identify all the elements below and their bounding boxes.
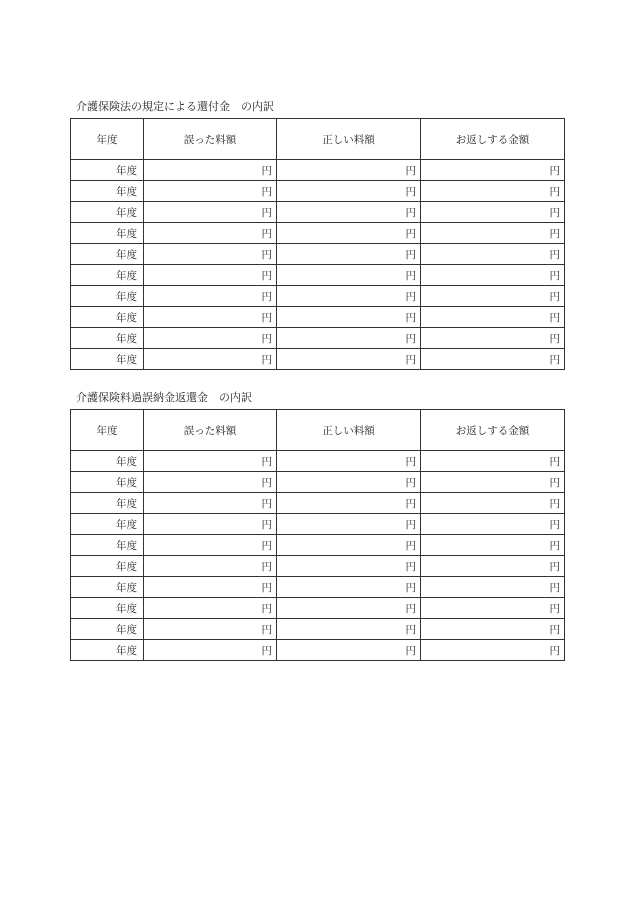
cell-correct-amount[interactable]: 円 — [277, 619, 421, 640]
cell-correct-amount[interactable]: 円 — [277, 451, 421, 472]
cell-return-amount[interactable]: 円 — [421, 535, 565, 556]
cell-year[interactable]: 年度 — [71, 556, 144, 577]
header-wrong-amount: 誤った料額 — [144, 410, 277, 451]
cell-return-amount[interactable]: 円 — [421, 307, 565, 328]
cell-correct-amount[interactable]: 円 — [277, 349, 421, 370]
header-wrong-amount: 誤った料額 — [144, 119, 277, 160]
table-row — [71, 160, 565, 181]
cell-return-amount[interactable]: 円 — [421, 181, 565, 202]
cell-correct-amount[interactable]: 円 — [277, 286, 421, 307]
cell-correct-amount[interactable]: 円 — [277, 307, 421, 328]
cell-correct-amount[interactable]: 円 — [277, 223, 421, 244]
table-row — [71, 223, 565, 244]
table-row — [71, 619, 565, 640]
refund-breakdown-table — [70, 118, 565, 370]
cell-return-amount[interactable]: 円 — [421, 619, 565, 640]
table-row — [71, 286, 565, 307]
cell-year[interactable]: 年度 — [71, 160, 144, 181]
table-row — [71, 181, 565, 202]
header-year: 年度 — [71, 410, 144, 451]
cell-year[interactable]: 年度 — [71, 223, 144, 244]
table-row — [71, 514, 565, 535]
cell-correct-amount[interactable]: 円 — [277, 535, 421, 556]
refund-breakdown-section — [70, 100, 564, 370]
cell-year[interactable]: 年度 — [71, 472, 144, 493]
header-year: 年度 — [71, 119, 144, 160]
header-correct-amount: 正しい料額 — [277, 119, 421, 160]
table-row — [71, 472, 565, 493]
cell-correct-amount[interactable]: 円 — [277, 181, 421, 202]
header-return-amount: お返しする金額 — [421, 119, 565, 160]
cell-return-amount[interactable]: 円 — [421, 514, 565, 535]
cell-wrong-amount[interactable]: 円 — [144, 640, 277, 661]
cell-wrong-amount[interactable]: 円 — [144, 619, 277, 640]
cell-return-amount[interactable]: 円 — [421, 556, 565, 577]
cell-wrong-amount[interactable]: 円 — [144, 535, 277, 556]
cell-year[interactable]: 年度 — [71, 640, 144, 661]
cell-return-amount[interactable]: 円 — [421, 286, 565, 307]
cell-return-amount[interactable]: 円 — [421, 451, 565, 472]
header-row — [71, 119, 565, 160]
table-row — [71, 577, 565, 598]
cell-wrong-amount[interactable]: 円 — [144, 328, 277, 349]
cell-year[interactable]: 年度 — [71, 307, 144, 328]
cell-wrong-amount[interactable]: 円 — [144, 286, 277, 307]
table-row — [71, 640, 565, 661]
cell-return-amount[interactable]: 円 — [421, 265, 565, 286]
table-row — [71, 328, 565, 349]
cell-return-amount[interactable]: 円 — [421, 598, 565, 619]
cell-year[interactable]: 年度 — [71, 535, 144, 556]
cell-wrong-amount[interactable]: 円 — [144, 493, 277, 514]
cell-correct-amount[interactable]: 円 — [277, 640, 421, 661]
cell-wrong-amount[interactable]: 円 — [144, 577, 277, 598]
cell-year[interactable]: 年度 — [71, 493, 144, 514]
cell-return-amount[interactable]: 円 — [421, 202, 565, 223]
table-row — [71, 349, 565, 370]
cell-wrong-amount[interactable]: 円 — [144, 349, 277, 370]
cell-correct-amount[interactable]: 円 — [277, 328, 421, 349]
cell-year[interactable]: 年度 — [71, 202, 144, 223]
cell-return-amount[interactable]: 円 — [421, 640, 565, 661]
cell-return-amount[interactable]: 円 — [421, 493, 565, 514]
cell-wrong-amount[interactable]: 円 — [144, 223, 277, 244]
header-correct-amount: 正しい料額 — [277, 410, 421, 451]
table-row — [71, 556, 565, 577]
cell-correct-amount[interactable]: 円 — [277, 577, 421, 598]
table-row — [71, 307, 565, 328]
cell-year[interactable]: 年度 — [71, 451, 144, 472]
cell-year[interactable]: 年度 — [71, 265, 144, 286]
cell-wrong-amount[interactable]: 円 — [144, 244, 277, 265]
cell-year[interactable]: 年度 — [71, 598, 144, 619]
cell-wrong-amount[interactable]: 円 — [144, 181, 277, 202]
cell-return-amount[interactable]: 円 — [421, 577, 565, 598]
cell-year[interactable]: 年度 — [71, 328, 144, 349]
cell-correct-amount[interactable]: 円 — [277, 265, 421, 286]
cell-wrong-amount[interactable]: 円 — [144, 598, 277, 619]
section-title: 介護保険法の規定による還付金 の内訳 — [76, 100, 274, 113]
table-row — [71, 451, 565, 472]
table-row — [71, 265, 565, 286]
table-row — [71, 493, 565, 514]
cell-year[interactable]: 年度 — [71, 577, 144, 598]
cell-year[interactable]: 年度 — [71, 244, 144, 265]
cell-correct-amount[interactable]: 円 — [277, 493, 421, 514]
overpayment-return-section — [70, 391, 564, 661]
cell-year[interactable]: 年度 — [71, 349, 144, 370]
overpayment-return-table — [70, 409, 565, 661]
table-row — [71, 598, 565, 619]
table-row — [71, 535, 565, 556]
cell-return-amount[interactable]: 円 — [421, 223, 565, 244]
cell-return-amount[interactable]: 円 — [421, 328, 565, 349]
header-row — [71, 410, 565, 451]
cell-wrong-amount[interactable]: 円 — [144, 451, 277, 472]
cell-wrong-amount[interactable]: 円 — [144, 556, 277, 577]
cell-return-amount[interactable]: 円 — [421, 244, 565, 265]
cell-correct-amount[interactable]: 円 — [277, 160, 421, 181]
header-return-amount: お返しする金額 — [421, 410, 565, 451]
section-title: 介護保険料過誤納金返還金 の内訳 — [76, 391, 252, 404]
table-row — [71, 244, 565, 265]
cell-return-amount[interactable]: 円 — [421, 349, 565, 370]
cell-correct-amount[interactable]: 円 — [277, 244, 421, 265]
cell-year[interactable]: 年度 — [71, 619, 144, 640]
cell-wrong-amount[interactable]: 円 — [144, 265, 277, 286]
table-row — [71, 202, 565, 223]
cell-wrong-amount[interactable]: 円 — [144, 307, 277, 328]
cell-correct-amount[interactable]: 円 — [277, 202, 421, 223]
cell-correct-amount[interactable]: 円 — [277, 514, 421, 535]
cell-correct-amount[interactable]: 円 — [277, 472, 421, 493]
cell-year[interactable]: 年度 — [71, 514, 144, 535]
cell-correct-amount[interactable]: 円 — [277, 598, 421, 619]
cell-return-amount[interactable]: 円 — [421, 472, 565, 493]
cell-return-amount[interactable]: 円 — [421, 160, 565, 181]
cell-wrong-amount[interactable]: 円 — [144, 514, 277, 535]
cell-wrong-amount[interactable]: 円 — [144, 160, 277, 181]
cell-wrong-amount[interactable]: 円 — [144, 202, 277, 223]
cell-wrong-amount[interactable]: 円 — [144, 472, 277, 493]
cell-correct-amount[interactable]: 円 — [277, 556, 421, 577]
cell-year[interactable]: 年度 — [71, 181, 144, 202]
cell-year[interactable]: 年度 — [71, 286, 144, 307]
